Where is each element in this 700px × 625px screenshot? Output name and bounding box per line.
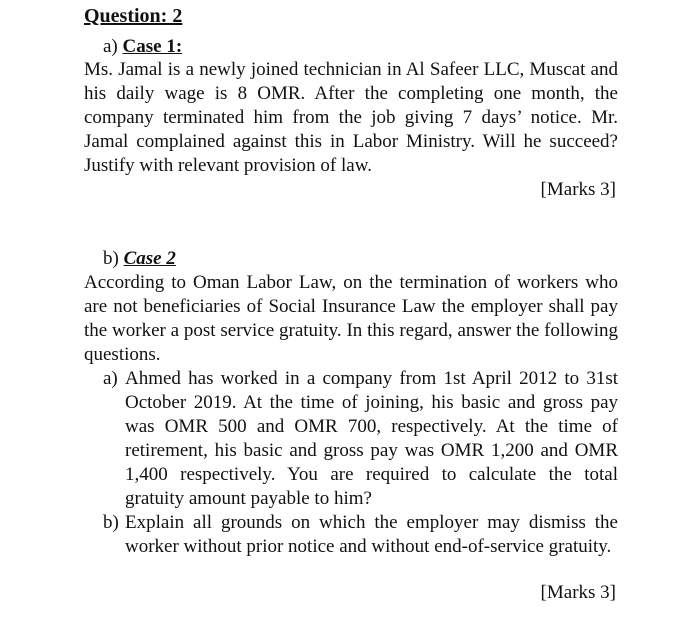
case-2-label: Case 2 xyxy=(123,248,176,269)
case-1-text: Ms. Jamal is a newly joined technician in Al Safeer LLC, Muscat and his daily wage is 8 OMR. After the completing one month, the company terminated him from the job giving 7 days’ notice. Mr. Jamal complained against this in Labor Ministry. Will he succeed? Justify with relevant provision of law. xyxy=(84,59,618,176)
case-1-prefix: a) xyxy=(103,36,123,57)
question-title: Question: 2 xyxy=(84,5,183,27)
case-2-item-b xyxy=(103,511,618,583)
case-2-heading xyxy=(103,247,176,271)
case-1-heading xyxy=(103,35,182,59)
case-2-item-b-text: Explain all grounds on which the employer may dismiss the worker without prior notice and without end-of-service gratuity. xyxy=(125,512,618,557)
case-2-item-a xyxy=(103,367,618,511)
case-2-intro: According to Oman Labor Law, on the termination of workers who are not beneficiaries of Social Insurance Law the employer shall pay the worker a post service gratuity. In this regard, answer the following questions. xyxy=(84,272,618,365)
case-2-item-a-label: a) xyxy=(103,368,118,389)
case-1-marks: [Marks 3] xyxy=(540,179,616,200)
case-2-prefix: b) xyxy=(103,248,124,269)
case-2-item-a-text: Ahmed has worked in a company from 1st April 2012 to 31st October 2019. At the time of joining, his basic and gross pay was OMR 500 and OMR 700, respectively. At the time of retirement, his basic and gross pay was OMR 1,200 and OMR 1,400 respectively. You are required to calculate the total gratuity amount payable to him? xyxy=(125,368,618,509)
case-2-item-b-label: b) xyxy=(103,512,119,533)
case-1-label: Case 1: xyxy=(122,36,183,57)
case-2-marks: [Marks 3] xyxy=(540,582,616,603)
